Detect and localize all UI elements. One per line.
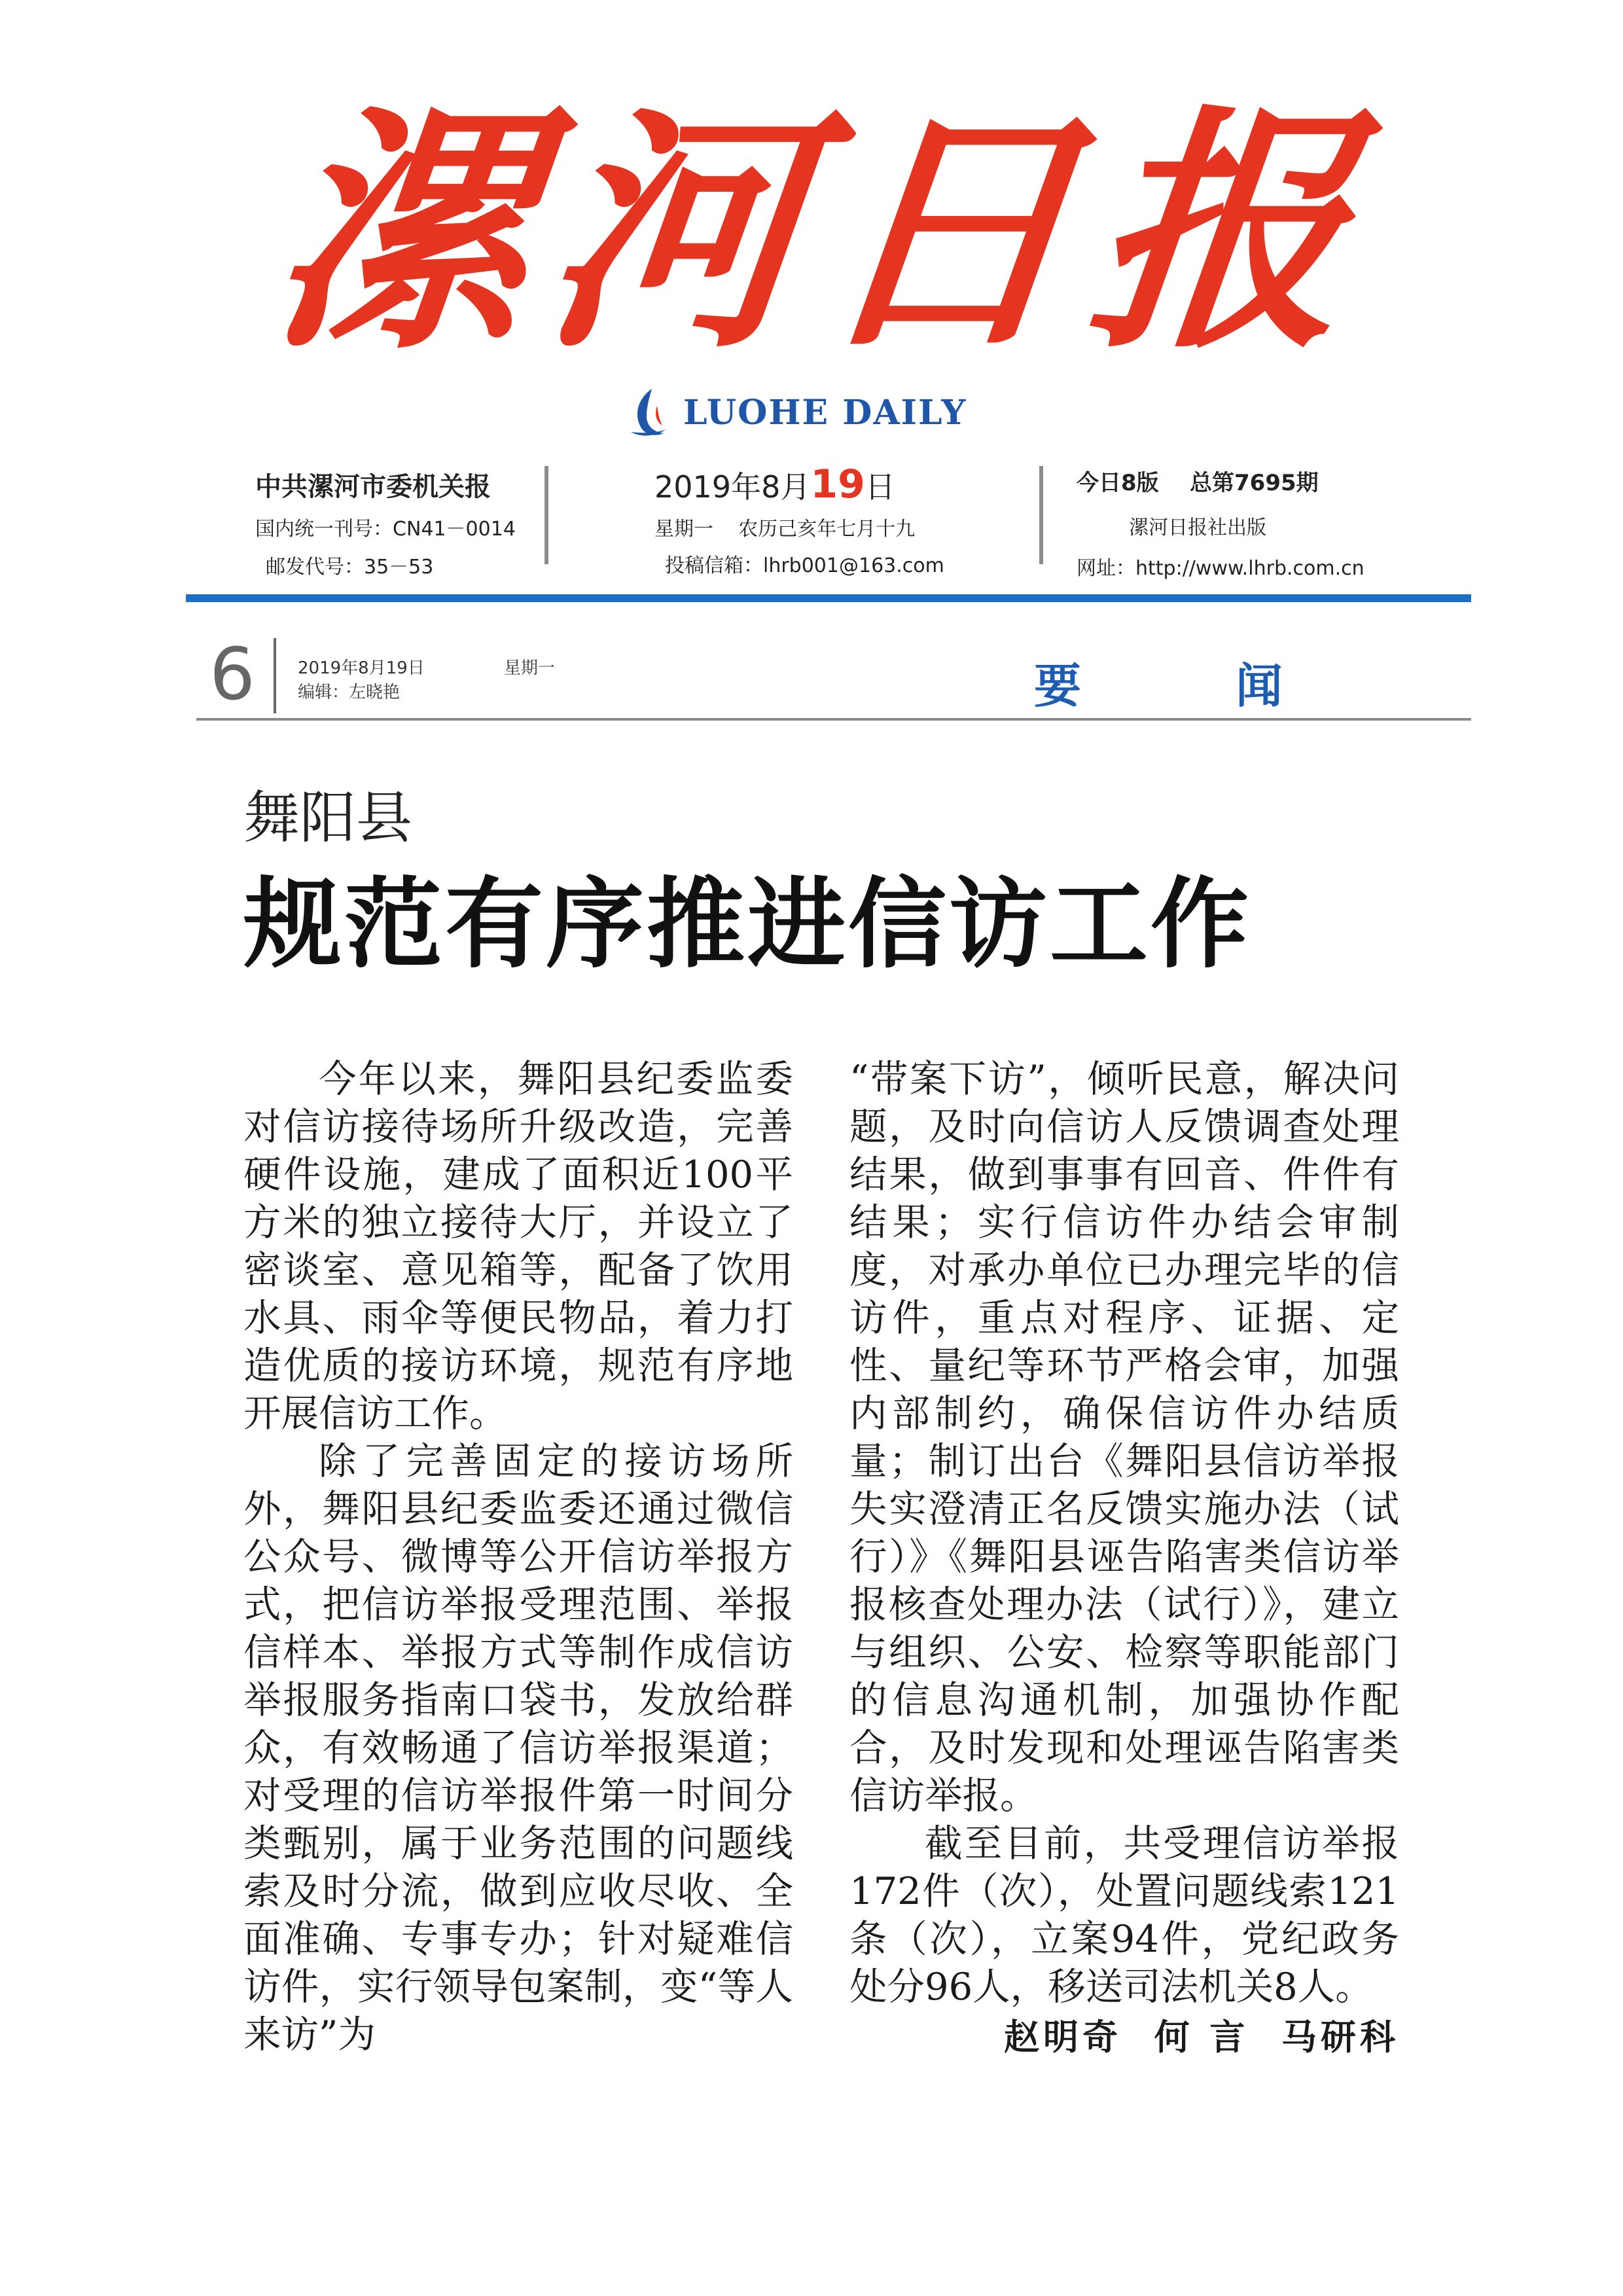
issue-info [1077,465,1364,581]
section-char: 要 [1034,658,1082,713]
date-info [654,461,944,578]
article-byline: 赵明奇 何 言 马研科 [1004,2016,1399,2058]
masthead-char: 漯 [259,82,546,382]
article-paragraph: “带案下访”，倾听民意，解决问题，及时向信访人反馈调查处理结果，做到事事有回音、件件有结果；实行信访件办结会审制度，对承办单位已办理完毕的信访件，重点对程序、证据、定性、量纪等环节严格会审，加强内部制约，确保信访件办结质量；制订出台《舞阳县信访举报失实澄清正名反馈实施办法（试行）》《舞阳县诬告陷害类信访举报核查处理办法（试行）》，建立与组织、公安、检察等职能部门的信息沟通机制，加强协作配合，及时发现和处理诬告陷害类信访举报。 [849,1057,1399,1818]
page-weekday: 星期一 [504,658,556,678]
page-header-rule [196,718,1471,721]
english-name: LUOHE DAILY [683,392,967,433]
masthead-char: 日 [804,82,1092,382]
page-number: 6 [209,632,255,716]
article-paragraph: 今年以来，舞阳县纪委监委对信访接待场所升级改造，完善硬件设施，建成了面积近100平方米的独立接待大厅，并设立了密谈室、意见箱等，配备了饮用水具、雨伞等便民物品，着力打造优质的接访环境，规范有序地开展信访工作。 [243,1057,793,1435]
masthead-char: 河 [531,82,819,382]
publisher-name: 漯河日报社出版 [1129,516,1266,539]
article-column-right [849,1055,1399,2061]
publisher-info [255,466,516,579]
issn-line: 国内统一刊号：CN41－0014 [255,518,516,541]
masthead-title [259,79,1364,386]
weekday-lunar: 星期一 农历己亥年七月十九 [654,518,916,541]
issue-date: 2019年8月19日 [654,461,895,507]
page-date: 2019年8月19日 [298,658,425,678]
masthead-char: 报 [1077,82,1364,382]
section-label [1034,648,1283,716]
masthead-rule [186,594,1471,602]
article-kicker: 舞阳县 [243,785,412,851]
page-editor: 编辑：左晓艳 [298,683,401,702]
pages-issue-count: 今日8版 总第7695期 [1077,470,1319,496]
issue-day: 19 [810,461,865,507]
article-paragraph: 截至目前，共受理信访举报172件（次），处置问题线索121条（次），立案94件，党纪政务处分96人，移送司法机关8人。 [849,1821,1399,2009]
info-divider [544,466,548,564]
article-paragraph: 除了完善固定的接访场所外，舞阳县纪委监委还通过微信公众号、微博等公开信访举报方式，把信访举报受理范围、举报信样本、举报方式等制作成信访举报服务指南口袋书，发放给群众，有效畅通了信访举报渠道；对受理的信访举报件第一时间分类甄别，属于业务范围的问题线索及时分流，做到应收尽收、全面准确、专事专办；针对疑难信访件，实行领导包案制，变“等人来访”为 [243,1439,793,2056]
section-char: 闻 [1235,658,1283,713]
website-link[interactable]: 网址：http://www.lhrb.com.cn [1077,557,1364,580]
article-headline: 规范有序推进信访工作 [243,867,1252,982]
page-number-divider [274,638,276,713]
publisher-line: 中共漯河市委机关报 [255,472,491,502]
luohe-daily-logo-icon [628,386,668,439]
submission-email[interactable]: 投稿信箱：lhrb001@163.com [665,554,944,577]
masthead-logo-row [628,380,967,445]
postal-code-line: 邮发代号：35－53 [266,556,434,579]
info-divider [1039,466,1043,564]
article-column-left [243,1055,793,2058]
